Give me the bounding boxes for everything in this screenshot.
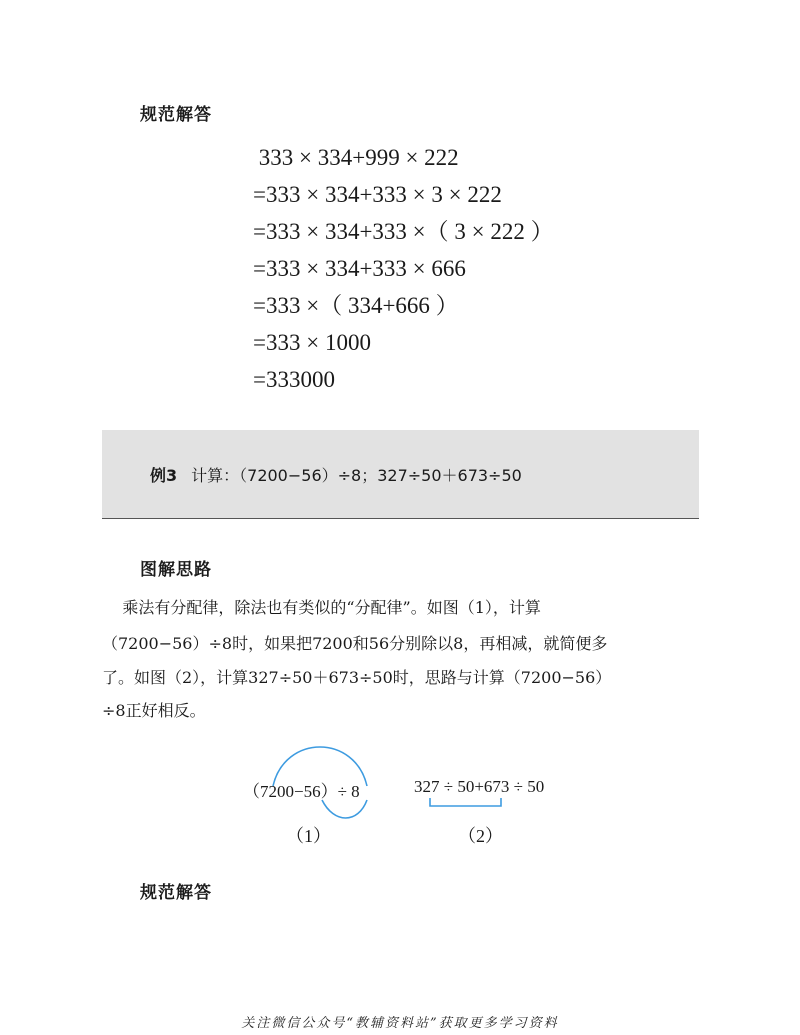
equation-line: =333 × 334+333 × 3 × 222 [253,182,502,207]
paragraph-line: ÷8正好相反。 [102,701,206,720]
thinking-heading: 图解思路 [140,560,212,580]
equation-line: =333 × 334+333 × 666 [253,256,466,281]
equation-line: =333 × 1000 [253,330,371,355]
paragraph-line: （7200−56）÷8时，如果把7200和56分别除以8，再相减，就简便多 [102,634,608,653]
equation-line: =333 × 334+333 ×（ 3 × 222 ） [253,219,554,244]
equation-line: =333 ×（ 334+666 ） [253,293,459,318]
figure1-small-arc [322,800,367,818]
figure2-label: （2） [458,826,503,846]
paragraph-line: 乘法有分配律，除法也有类似的“分配律”。如图（1），计算 [102,598,541,617]
footer-watermark: 关注微信公众号“教辅资料站”获取更多学习资料 [241,1016,559,1031]
equation-line: =333000 [253,367,335,392]
figure1-expression: （7200−56）÷ 8 [243,782,360,801]
figure2-bracket [430,798,501,806]
paragraph-line: 了。如图（2），计算327÷50＋673÷50时，思路与计算（7200−56） [102,668,612,687]
example-statement: 计算：（7200−56）÷8；327÷50＋673÷50 [191,466,522,485]
figure2-expression: 327 ÷ 50+673 ÷ 50 [414,777,545,796]
solution-heading: 规范解答 [140,105,212,125]
solution-heading: 规范解答 [140,883,212,903]
example-label: 例3 [150,466,178,485]
figure1-label: （1） [286,826,331,846]
equation-line: 333 × 334+999 × 222 [253,145,459,170]
